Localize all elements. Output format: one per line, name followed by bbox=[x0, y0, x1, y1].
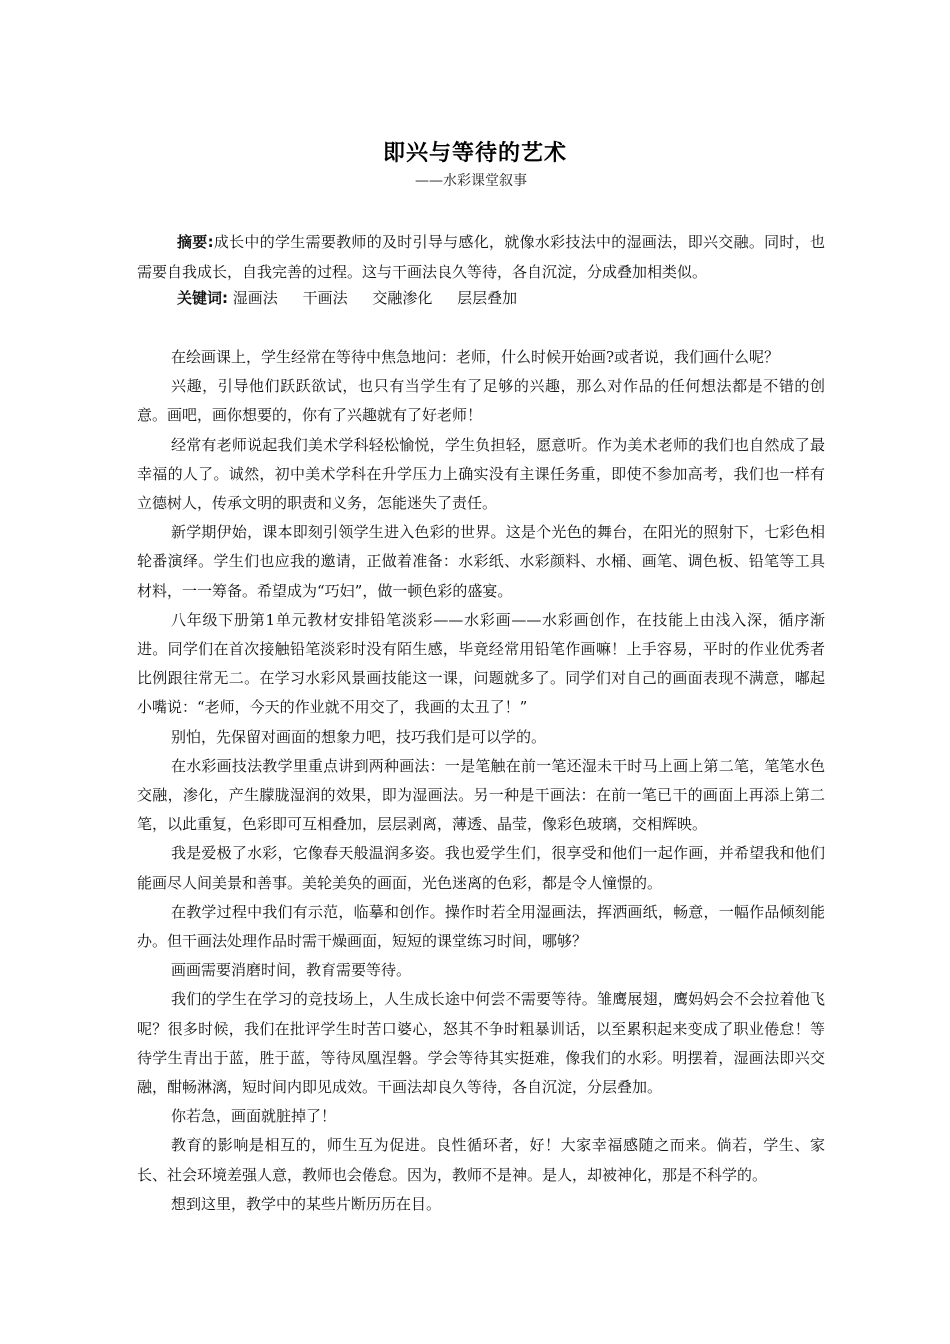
abstract-text: 成长中的学生需要教师的及时引导与感化，就像水彩技法中的湿画法，即兴交融。同时，也需要自我成长，自我完善的过程。这与干画法良久等待，各自沉淀，分成叠加相类似。 bbox=[137, 233, 825, 281]
body-paragraph: 八年级下册第1单元教材安排铅笔淡彩——水彩画——水彩画创作，在技能上由浅入深，循序渐进。同学们在首次接触铅笔淡彩时没有陌生感，毕竟经常用铅笔作画嘛！上手容易，平时的作业优秀者比例跟往常无二。在学习水彩风景画技能这一课，问题就多了。同学们对自己的画面表现不满意，嘟起小嘴说：“老师，今天的作业就不用交了，我画的太丑了！” bbox=[137, 610, 825, 717]
body-paragraph: 你若急，画面就脏掉了！ bbox=[171, 1107, 337, 1126]
body-paragraph: 我是爱极了水彩，它像春天般温润多姿。我也爱学生们，很享受和他们一起作画，并希望我和他们能画尽人间美景和善事。美轮美奂的画面，光色迷离的色彩，都是令人憧憬的。 bbox=[137, 844, 825, 892]
body-paragraph: 教育的影响是相互的，师生互为促进。良性循环者，好！大家幸福感随之而来。倘若，学生、家长、社会环境差强人意，教师也会倦怠。因为，教师不是神。是人，却被神化，那是不科学的。 bbox=[137, 1136, 825, 1184]
abstract-label: 摘要: bbox=[177, 233, 214, 251]
document-subtitle: ——水彩课堂叙事 bbox=[415, 173, 527, 189]
body-paragraph: 经常有老师说起我们美术学科轻松愉悦，学生负担轻，愿意听。作为美术老师的我们也自然成了最幸福的人了。诚然，初中美术学科在升学压力上确实没有主课任务重，即使不参加高考，我们也一样有立德树人，传承文明的职责和义务，怎能迷失了责任。 bbox=[137, 435, 825, 513]
document-title: 即兴与等待的艺术 bbox=[382, 141, 567, 166]
body-paragraph: 想到这里，教学中的某些片断历历在目。 bbox=[171, 1194, 442, 1213]
body-paragraph: 别怕，先保留对画面的想象力吧，技巧我们是可以学的。 bbox=[171, 727, 547, 746]
keywords-line bbox=[177, 286, 537, 310]
body-paragraph: 兴趣，引导他们跃跃欲试，也只有当学生有了足够的兴趣，那么对作品的任何想法都是不错的创意。画吧，画你想要的，你有了兴趣就有了好老师！ bbox=[137, 377, 825, 425]
body-paragraph: 在绘画课上，学生经常在等待中焦急地问：老师，什么时候开始画?或者说，我们画什么呢？ bbox=[171, 348, 780, 366]
body-paragraph: 我们的学生在学习的竞技场上，人生成长途中何尝不需要等待。雏鹰展翅，鹰妈妈会不会拉着他飞呢？很多时候，我们在批评学生时苦口婆心，怒其不争时粗暴训话，以至累积起来变成了职业倦怠！等待学生青出于蓝，胜于蓝，等待凤凰涅磐。学会等待其实挺难，像我们的水彩。明摆着，湿画法即兴交融，酣畅淋漓，短时间内即见成效。干画法却良久等待，各自沉淀，分层叠加。 bbox=[137, 990, 825, 1097]
keyword: 湿画法 bbox=[232, 289, 278, 307]
body-paragraph: 画画需要消磨时间，教育需要等待。 bbox=[171, 961, 412, 980]
keywords-label: 关键词: bbox=[177, 289, 228, 307]
keyword: 交融渗化 bbox=[372, 289, 433, 307]
abstract-paragraph bbox=[137, 227, 825, 287]
keyword: 干画法 bbox=[302, 289, 348, 307]
body-paragraph: 在水彩画技法教学里重点讲到两种画法：一是笔触在前一笔还湿未干时马上画上第二笔，笔笔水色交融，渗化，产生朦胧湿润的效果，即为湿画法。另一种是干画法：在前一笔已干的画面上再添上第二笔，以此重复，色彩即可互相叠加，层层剥离，薄透、晶莹，像彩色玻璃，交相辉映。 bbox=[137, 756, 825, 834]
body-text bbox=[137, 343, 825, 1219]
keyword: 层层叠加 bbox=[457, 289, 518, 307]
body-paragraph: 新学期伊始，课本即刻引领学生进入色彩的世界。这是个光色的舞台，在阳光的照射下，七彩色相轮番演绎。学生们也应我的邀请，正做着准备：水彩纸、水彩颜料、水桶、画笔、调色板、铅笔等工具材料，一一筹备。希望成为“巧妇”，做一顿色彩的盛宴。 bbox=[137, 523, 825, 600]
body-paragraph: 在教学过程中我们有示范，临摹和创作。操作时若全用湿画法，挥洒画纸，畅意，一幅作品倾刻能办。但干画法处理作品时需干燥画面，短短的课堂练习时间，哪够？ bbox=[137, 902, 825, 951]
